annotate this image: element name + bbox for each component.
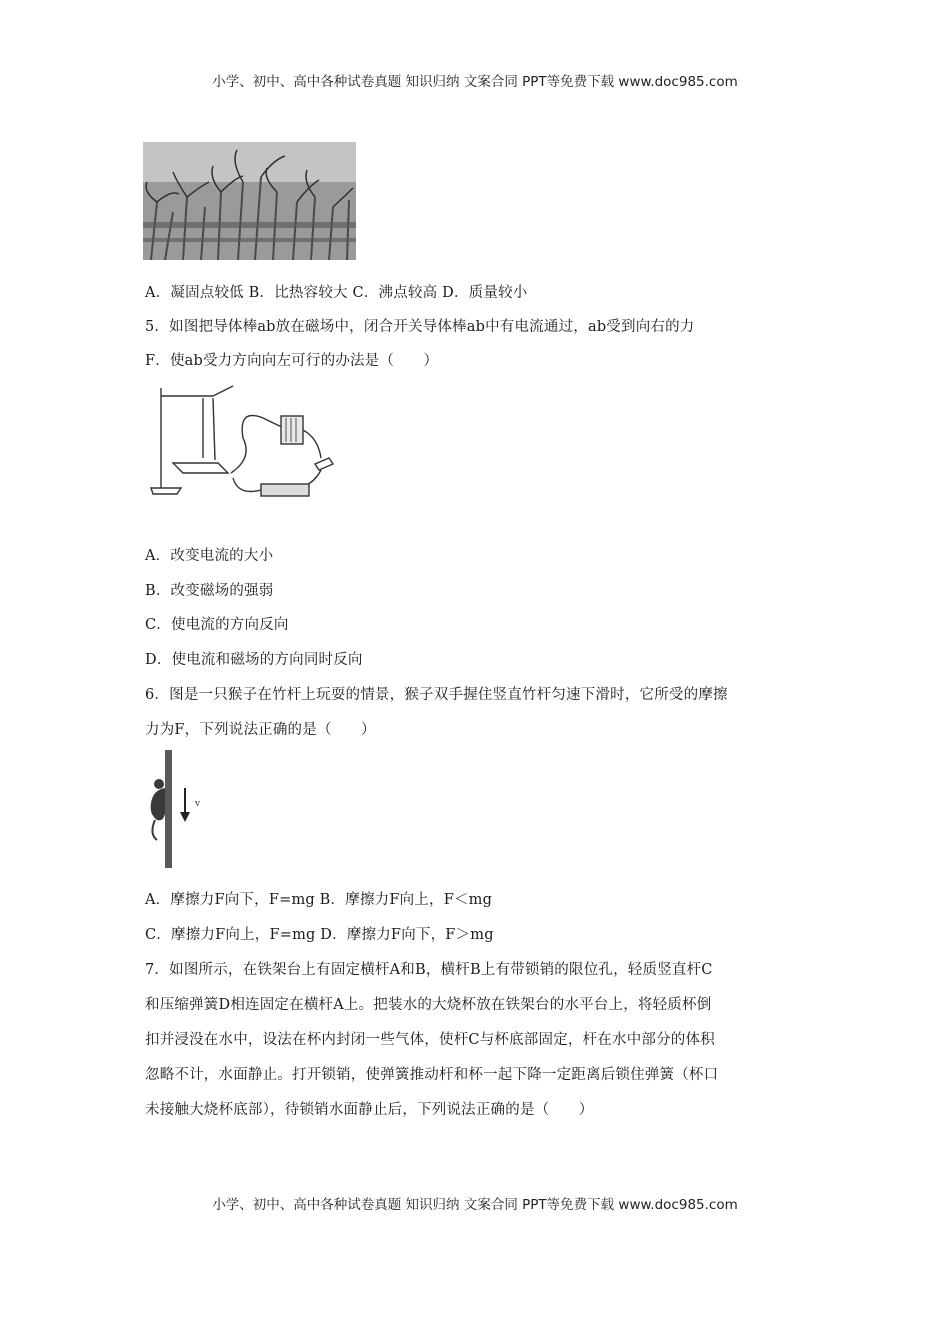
q5-stem-line1: 5．如图把导体棒ab放在磁场中，闭合开关导体棒ab中有电流通过，ab受到向右的力: [145, 319, 695, 335]
q6-stem-line2: 力为F，下列说法正确的是（ ）: [145, 722, 376, 738]
magnetic-force-apparatus-figure: [143, 378, 339, 515]
crop-field-photo: [143, 142, 356, 260]
q7-line3: 扣并浸没在水中，设法在杯内封闭一些气体，使杆C与杯底部固定，杆在水中部分的体积: [145, 1032, 715, 1048]
q4-options: A．凝固点较低 B．比热容较大 C．沸点较高 D．质量较小: [145, 285, 528, 301]
q5-option-c: C．使电流的方向反向: [145, 617, 289, 633]
page-header: 小学、初中、高中各种试卷真题 知识归纳 文案合同 PPT等免费下载 www.doc985.com: [212, 74, 738, 90]
q5-option-d: D．使电流和磁场的方向同时反向: [145, 652, 363, 668]
q7-line4: 忽略不计，水面静止。打开锁销，使弹簧推动杆和杯一起下降一定距离后锁住弹簧（杯口: [145, 1067, 719, 1083]
q5-option-b: B．改变磁场的强弱: [145, 583, 274, 599]
monkey-pole-figure: [143, 748, 211, 870]
q5-stem-line2: F．使ab受力方向向左可行的办法是（ ）: [145, 353, 439, 369]
velocity-label: v: [195, 799, 201, 809]
q6-stem-line1: 6．图是一只猴子在竹杆上玩耍的情景，猴子双手握住竖直竹杆匀速下滑时，它所受的摩擦: [145, 687, 728, 703]
q7-line1: 7．如图所示，在铁架台上有固定横杆A和B，横杆B上有带锁销的限位孔，轻质竖直杆C: [145, 962, 713, 978]
q7-line5: 未接触大烧杯底部），待锁销水面静止后，下列说法正确的是（ ）: [145, 1102, 594, 1118]
q6-options-row2: C．摩擦力F向上，F=mg D．摩擦力F向下，F＞mg: [145, 927, 494, 943]
page-footer: 小学、初中、高中各种试卷真题 知识归纳 文案合同 PPT等免费下载 www.doc985.com: [212, 1197, 738, 1213]
q7-line2: 和压缩弹簧D相连固定在横杆A上。把装水的大烧杯放在铁架台的水平台上，将轻质杯倒: [145, 997, 712, 1013]
q6-options-row1: A．摩擦力F向下，F=mg B．摩擦力F向上，F＜mg: [145, 892, 493, 908]
q5-option-a: A．改变电流的大小: [145, 548, 274, 564]
